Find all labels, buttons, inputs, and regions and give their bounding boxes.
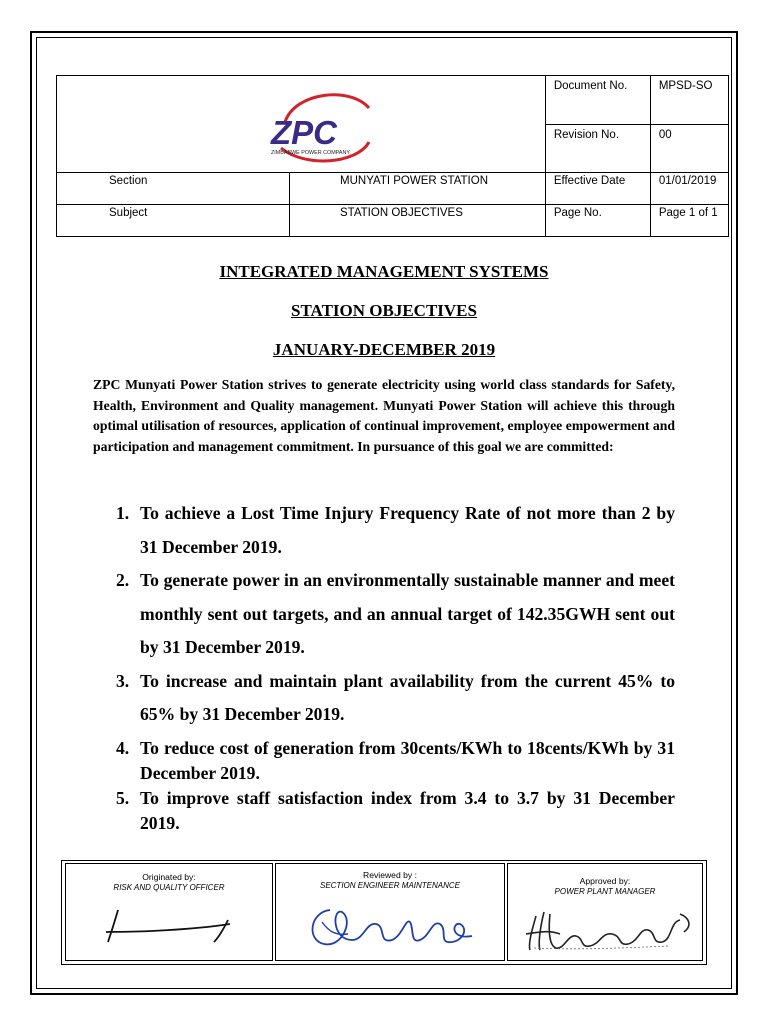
- section-value: MUNYATI POWER STATION: [290, 173, 546, 205]
- reviewed-label: Reviewed by :: [363, 870, 417, 880]
- subject-label: Subject: [57, 205, 290, 237]
- originated-column: [65, 863, 273, 961]
- title-ims: INTEGRATED MANAGEMENT SYSTEMS: [219, 262, 549, 281]
- logo-cell: [57, 76, 546, 173]
- reviewed-role: SECTION ENGINEER MAINTENANCE: [319, 881, 460, 890]
- document-no-value: MPSD-SO: [650, 76, 728, 125]
- list-item: 5. To improve staff satisfaction index from 3.4 to 3.7 by 31 December 2019.: [116, 787, 675, 833]
- originated-role: RISK AND QUALITY OFFICER: [113, 883, 225, 892]
- list-item: 4. To reduce cost of generation from 30cents/KWh to 18cents/KWh by 31 December 2019.: [116, 737, 675, 783]
- objective-text: To increase and maintain plant availability from the current 45% to 65% by 31 December 2019.: [140, 670, 675, 724]
- approved-column: [507, 863, 703, 961]
- revision-label: Revision No.: [545, 124, 650, 173]
- objective-text: To reduce cost of generation from 30cents/KWh to 18cents/KWh by 31 December 2019.: [140, 737, 675, 783]
- revision-value: 00: [650, 124, 728, 173]
- logo-subtext: ZIMBABWE POWER COMPANY: [271, 150, 350, 156]
- list-item: 3. To increase and maintain plant availability from the current 45% to 65% by 31 December 2019.: [116, 670, 675, 724]
- list-item: 2. To generate power in an environmentally sustainable manner and meet monthly sent out targets, and an annual target of 142.35GWH sent out by 31 December 2019.: [116, 570, 675, 657]
- intro-paragraph: ZPC Munyati Power Station strives to generate electricity using world class standards for Safety, Health, Environment and Quality management. Munyati Power Station will achieve this through optimal utilisation of resources, application of continual improvement, employee empowerment and participation and management commitment. In pursuance of this goal we are committed:: [93, 377, 675, 454]
- logo-text: ZPC: [271, 114, 337, 151]
- document-no-label: Document No.: [545, 76, 650, 125]
- list-item: 1. To achieve a Lost Time Injury Frequency Rate of not more than 2 by 31 December 2019.: [116, 503, 675, 557]
- effective-date-label: Effective Date: [545, 173, 650, 205]
- reviewer-signature: [302, 900, 482, 956]
- approver-signature: [520, 904, 696, 956]
- objective-text: To achieve a Lost Time Injury Frequency Rate of not more than 2 by 31 December 2019.: [140, 503, 675, 557]
- approved-label: Approved by:: [579, 876, 631, 886]
- signature-block: [61, 860, 707, 965]
- page-no-value: Page 1 of 1: [650, 205, 728, 237]
- objective-text: To improve staff satisfaction index from 3.4 to 3.7 by 31 December 2019.: [140, 787, 675, 833]
- page-no-label: Page No.: [545, 205, 650, 237]
- originated-label: Originated by:: [142, 872, 196, 882]
- title-period: JANUARY-DECEMBER 2019: [272, 340, 496, 359]
- section-label: Section: [57, 173, 290, 205]
- document-header-table: [56, 75, 729, 237]
- title-station-objectives: STATION OBJECTIVES: [291, 301, 477, 320]
- objective-text: To generate power in an environmentally sustainable manner and meet monthly sent out targets, and an annual target of 142.35GWH sent out by 31 December 2019.: [140, 570, 675, 657]
- approved-role: POWER PLANT MANAGER: [554, 887, 656, 896]
- effective-date-value: 01/01/2019: [650, 173, 728, 205]
- originator-signature: [100, 902, 250, 950]
- reviewed-column: [275, 863, 505, 961]
- objectives-list: [108, 497, 675, 836]
- zpc-logo: [265, 86, 375, 170]
- subject-value: STATION OBJECTIVES: [290, 205, 546, 237]
